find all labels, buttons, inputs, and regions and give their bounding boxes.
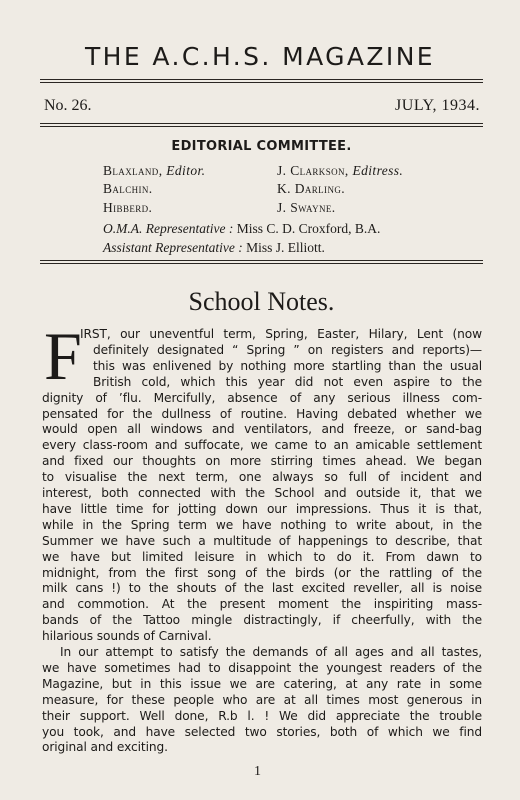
article-line: this was enlivened by nothing more startling than the usual — [93, 359, 482, 373]
article-title: School Notes. — [188, 287, 335, 316]
article-line: British cold, which this year did not even aspire to the — [93, 375, 482, 389]
article-line: would open all windows and ventilators, and freeze, or sand-bag — [42, 422, 482, 436]
article-line: bands of the Tattoo mingle distractingly, if cheerfully, with the — [42, 613, 482, 627]
article-line: while in the Spring term we have nothing to write about, in the — [42, 518, 482, 532]
article-line: their support. Well done, R.b l. ! We did appreciate the trouble — [42, 709, 482, 723]
oma-representative: O.M.A. Representative : Miss C. D. Croxford, B.A. — [103, 221, 381, 236]
issue-rule-1 — [40, 123, 483, 124]
committee-heading: EDITORIAL COMMITTEE. — [171, 139, 352, 154]
article-line: interest, both connected with the School and outside it, that we — [42, 486, 482, 500]
article-line: In our attempt to satisfy the demands of all ages and all tastes, — [60, 645, 482, 659]
article-line: and commotion. At the present moment the inspiriting mass- — [42, 597, 482, 611]
committee-rule-2 — [40, 263, 483, 264]
committee-member: J. Clarkson, Editress. — [277, 163, 404, 178]
committee-member: Balchin. — [103, 181, 153, 196]
article-line: every class-room and suffocate, we came to an amicable settlement — [42, 438, 482, 452]
article-line: dignity of ’flu. Mercifully, absence of any serious illness com- — [42, 391, 482, 405]
article-line: milk cans !) to the shouts of the last excited reveller, all is noise — [42, 581, 482, 595]
article-line: pensated for the dullness of routine. Having debated whether we — [42, 407, 482, 421]
issue-rule-2 — [40, 126, 483, 127]
article-line: hilarious sounds of Carnival. — [42, 629, 212, 643]
magazine-title: THE A.C.H.S. MAGAZINE — [85, 42, 435, 71]
masthead-rule-top-inner — [40, 82, 483, 83]
article-line: midnight, from the first song of the birds (or the rattling of the — [42, 566, 482, 580]
article-line: to visualise the next term, one always so full of incident and — [42, 470, 482, 484]
article-line: have little time for jotting down our impressions. Thus it is that, — [42, 502, 482, 516]
page-number: 1 — [254, 764, 261, 779]
masthead-rule-top — [40, 79, 483, 80]
committee-member: Hibberd. — [103, 200, 153, 215]
committee-rule-1 — [40, 260, 483, 261]
issue-row — [44, 96, 480, 116]
article-line: definitely designated “ Spring ” on registers and reports)— — [93, 343, 482, 357]
article-line: Summer we have such a multitude of happenings to describe, that — [42, 534, 482, 548]
article-line: we have but limited leisure in which to do it. From dawn to — [42, 550, 482, 564]
committee-member: Blaxland, Editor. — [103, 163, 206, 178]
article-line: and fixed our thoughts on more stirring times ahead. We began — [42, 454, 482, 468]
article-line: you took, and have selected two stories, both of which we find — [42, 725, 482, 739]
drop-cap: F — [44, 318, 82, 394]
article-line: we have sometimes had to disappoint the youngest readers of the — [42, 661, 482, 675]
article-line: Magazine, but in this issue we are catering, at any rate in some — [42, 677, 482, 691]
issue-number: No. 26. — [44, 97, 92, 114]
issue-date: JULY, 1934. — [395, 97, 480, 114]
article-line: IRST, our uneventful term, Spring, Easter, Hilary, Lent (now — [80, 327, 482, 341]
committee-member: K. Darling. — [277, 181, 346, 196]
article-line: original and exciting. — [42, 740, 168, 754]
committee-member: J. Swayne. — [277, 200, 336, 215]
assistant-representative: Assistant Representative : Miss J. Elliott. — [103, 240, 325, 255]
article-line: measure, for these people who are at all times most generous in — [42, 693, 482, 707]
